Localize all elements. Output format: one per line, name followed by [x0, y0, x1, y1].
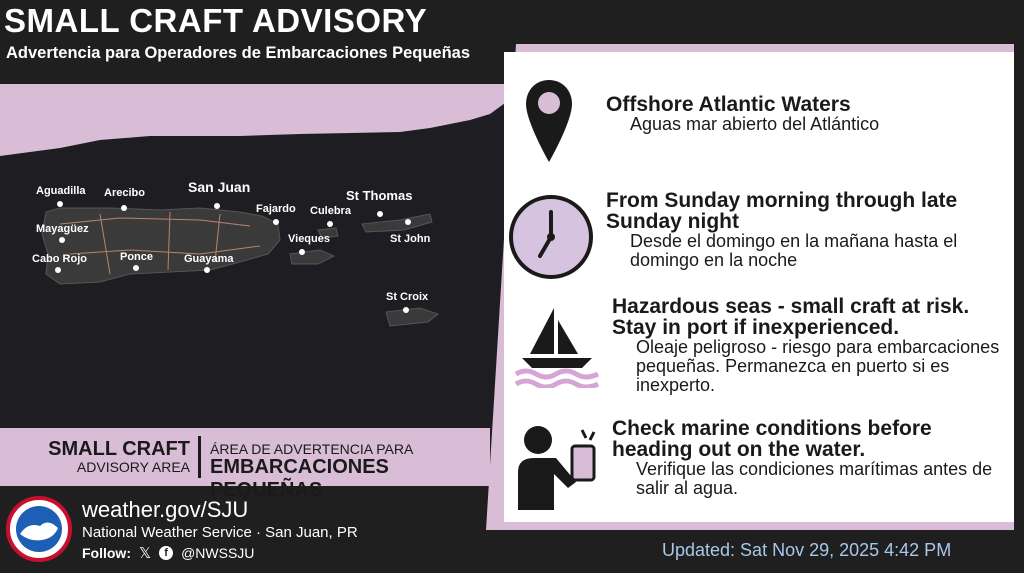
label-san-juan: San Juan: [188, 179, 251, 195]
hazard-en: Hazardous seas - small craft at risk. Stay in port if inexperienced.: [612, 295, 970, 339]
x-icon[interactable]: 𝕏: [139, 545, 152, 562]
timing-en: From Sunday morning through late Sunday night: [606, 189, 958, 233]
facebook-icon[interactable]: f: [159, 546, 173, 560]
social-handle[interactable]: @NWSSJU: [181, 545, 255, 561]
legend-es-line1: ÁREA DE ADVERTENCIA PARA: [210, 441, 414, 457]
nws-logo: [6, 496, 72, 562]
timing-es: Desde el domingo en la mañana hasta el domingo en la noche: [630, 231, 958, 270]
label-st-thomas: St Thomas: [346, 188, 413, 203]
advisory-map: [0, 84, 520, 424]
label-culebra: Culebra: [310, 205, 351, 217]
follow-label: Follow:: [82, 545, 131, 561]
check-en: Check marine conditions before heading out on the water.: [612, 417, 932, 461]
legend-es-line2: EMBARCACIONES PEQUEÑAS: [210, 456, 389, 501]
hazard-es: Oleaje peligroso - riesgo para embarcaciones pequeñas. Permanezca en puerto si es inexperto.: [636, 337, 1000, 395]
check-es: Verifique las condiciones marítimas antes de salir al agua.: [636, 459, 993, 498]
legend-divider: [198, 436, 201, 478]
label-guayama: Guayama: [184, 253, 234, 265]
location-es: Aguas mar abierto del Atlántico: [630, 114, 880, 134]
website-link[interactable]: weather.gov/SJU: [82, 497, 249, 522]
office-name: National Weather Service · San Juan, PR: [82, 524, 358, 541]
map-pin-icon: [524, 78, 574, 164]
label-st-john: St John: [390, 233, 431, 245]
person-phone-icon: [512, 422, 604, 512]
clock-icon: [508, 194, 594, 280]
social-row: [82, 544, 254, 562]
info-item-check: [612, 418, 1006, 498]
page-subtitle: Advertencia para Operadores de Embarcaciones Pequeñas: [6, 44, 471, 62]
info-item-timing: [606, 190, 986, 270]
page-title: SMALL CRAFT ADVISORY: [4, 2, 428, 39]
legend-en-line1: SMALL CRAFT: [48, 438, 190, 460]
updated-timestamp: Updated: Sat Nov 29, 2025 4:42 PM: [662, 540, 952, 560]
location-en: Offshore Atlantic Waters: [606, 93, 851, 116]
label-cabo-rojo: Cabo Rojo: [32, 253, 87, 265]
legend-en-line2: ADVISORY AREA: [76, 459, 190, 475]
info-item-hazard: [612, 296, 1006, 395]
label-aguadilla: Aguadilla: [36, 185, 86, 197]
sailboat-icon: [512, 304, 602, 388]
label-arecibo: Arecibo: [104, 187, 145, 199]
label-ponce: Ponce: [120, 251, 154, 263]
panel-card: [504, 52, 1014, 522]
info-panel: [486, 44, 1014, 530]
label-vieques: Vieques: [288, 233, 330, 245]
info-item-location: [606, 94, 996, 134]
advisory-legend: [0, 428, 490, 501]
label-st-croix: St Croix: [386, 291, 429, 303]
label-mayaguez: Mayagüez: [36, 223, 89, 235]
label-fajardo: Fajardo: [256, 203, 296, 215]
